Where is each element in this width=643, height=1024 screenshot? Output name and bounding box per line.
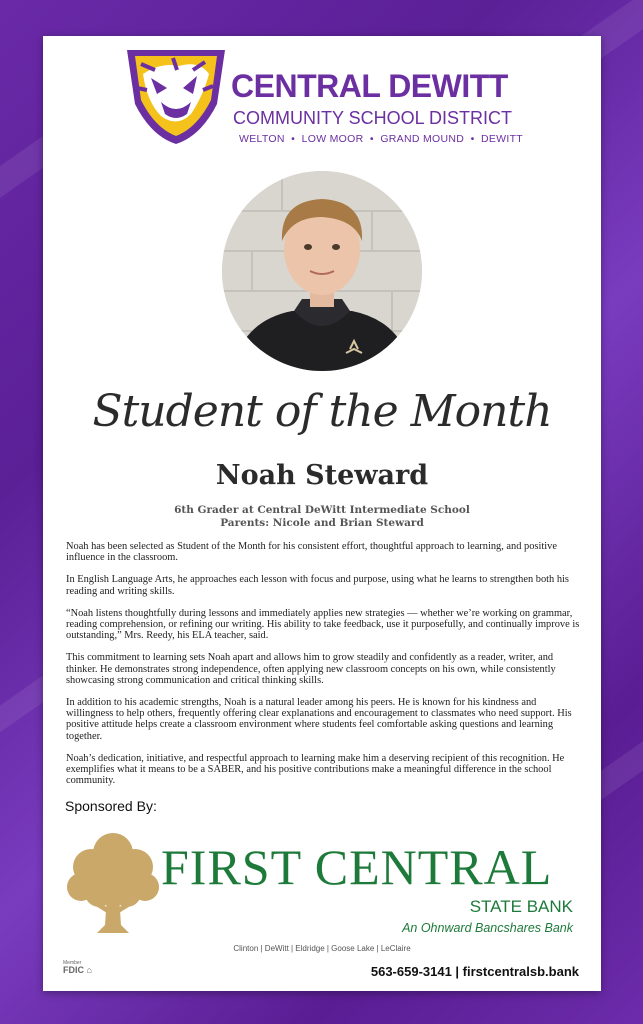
- paragraph: In addition to his academic strengths, Noah is a natural leader among his peers. He is known for his kindness and willingness to help others, frequently offering clear explanations and encouragement to classmates who need support. His positive attitude helps create a classroom environment where students feel comfortable asking questions and learning together.: [66, 697, 572, 742]
- paragraph: In English Language Arts, he approaches each lesson with focus and purpose, using what he learns to strengthen both his reading and writing skills.: [66, 574, 569, 597]
- flyer-sheet: [43, 36, 601, 991]
- bank-tagline: An Ohnward Bancshares Bank: [402, 921, 573, 935]
- article-body: [66, 541, 581, 797]
- bank-name-central: CENTRAL: [314, 839, 553, 895]
- paragraph: This commitment to learning sets Noah apart and allows him to grow steadily and confidently as a reader, writer, and thinker. He demonstrates strong independence, often applying new classroom concepts on his own, while consistently showcasing strong communication and critical thinking skills.: [66, 652, 556, 686]
- bank-locations: Clinton | DeWitt | Eldridge | Goose Lake | LeClaire: [233, 944, 411, 953]
- fdic-badge: [63, 961, 92, 975]
- paragraph: Noah has been selected as Student of the Month for his consistent effort, thoughtful approach to learning, and positive influence in the classroom.: [66, 541, 557, 564]
- student-meta: [43, 504, 601, 530]
- bank-contact: 563-659-3141 | firstcentralsb.bank: [370, 964, 579, 979]
- district-towns: WELTON • LOW MOOR • GRAND MOUND • DEWITT: [239, 133, 524, 145]
- bank-name-first: FIRST: [161, 839, 302, 895]
- fdic-member: Member: [63, 960, 82, 966]
- paragraph: “Noah listens thoughtfully during lessons and immediately applies new strategies — whether we’re working on grammar, reading comprehension, or refining our writing. His ability to take feedback, use it purposefully, and continually improve is outstanding,” Mrs. Reedy, his ELA teacher, said.: [66, 607, 580, 642]
- paragraph: Noah’s dedication, initiative, and respectful approach to learning make him a deserving recipient of this recognition. He exemplifies what it means to be a SABER, and his positive contributions make a meaningful difference in the school community.: [66, 752, 565, 787]
- headline: Student of the Month: [92, 386, 552, 437]
- tiger-icon: [121, 44, 231, 146]
- oak-tree-icon: [67, 829, 159, 935]
- student-photo: [222, 171, 422, 371]
- equal-housing-icon: ⌂: [86, 965, 92, 975]
- parents-line: Parents: Nicole and Brian Steward: [220, 517, 424, 529]
- student-name: Noah Steward: [215, 460, 429, 491]
- district-subtitle: COMMUNITY SCHOOL DISTRICT: [233, 108, 513, 128]
- bank-name: [161, 839, 553, 895]
- district-name: CENTRAL DEWITT: [231, 68, 508, 104]
- sponsor-label: Sponsored By:: [65, 798, 157, 814]
- bank-subtitle: STATE BANK: [469, 897, 573, 916]
- fdic-label: FDIC: [63, 965, 84, 975]
- grade-line: 6th Grader at Central DeWitt Intermediate School: [174, 504, 470, 516]
